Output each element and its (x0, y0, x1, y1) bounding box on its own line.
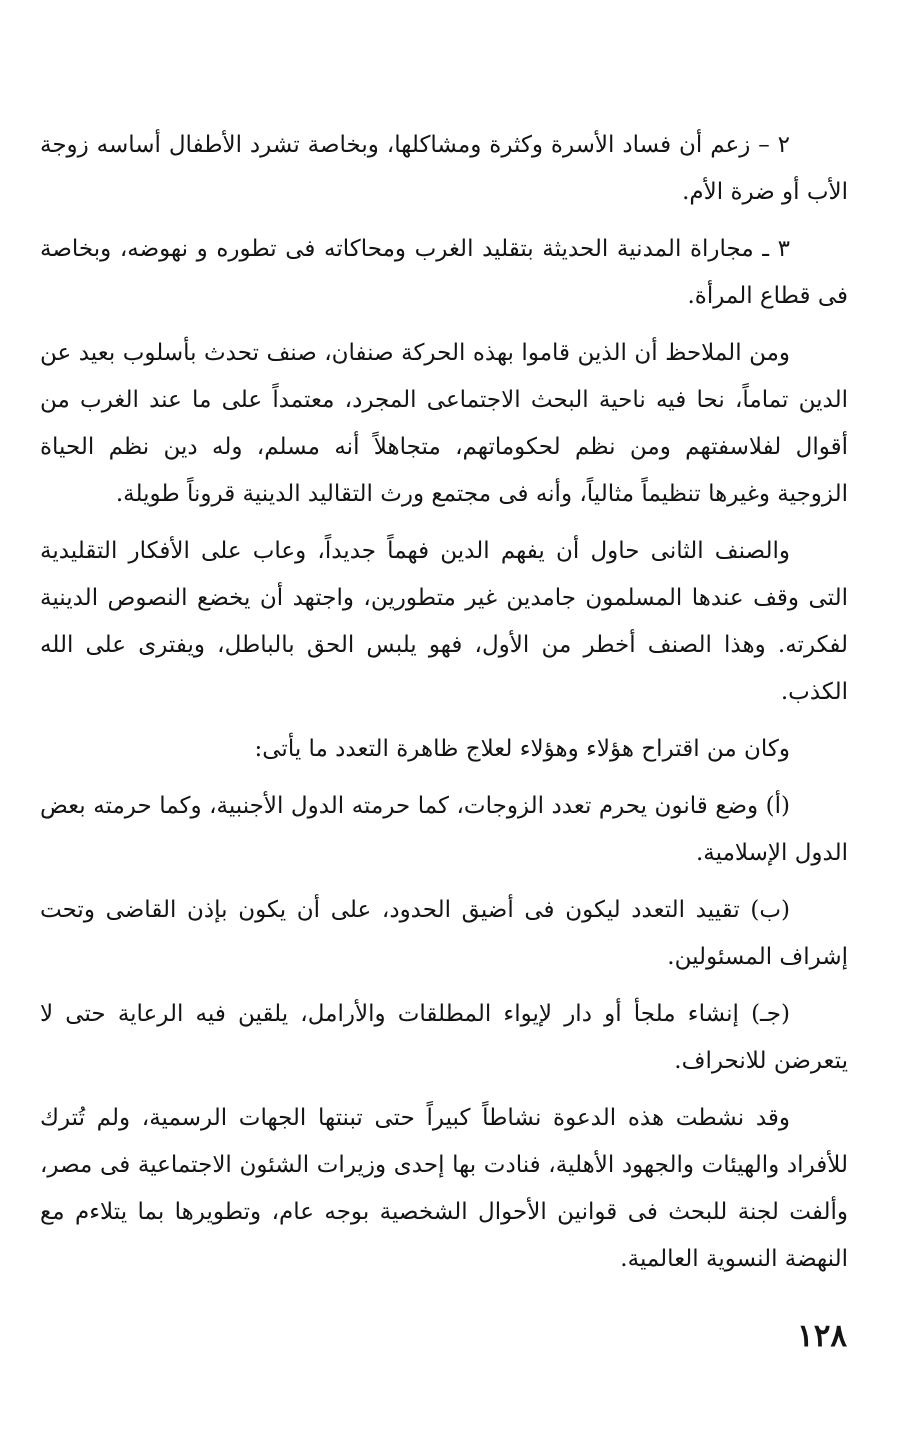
paragraph-proposal-a: (أ) وضع قانون يحرم تعدد الزوجات، كما حرمته الدول الأجنبية، وكما حرمته بعض الدول الإسلامية. (40, 793, 848, 866)
paragraph-second-group: والصنف الثانى حاول أن يفهم الدين فهماً جديداً، وعاب على الأفكار التقليدية التى وقف عندها المسلمون جامدين غير متطورين، واجتهد أن يخضع النصوص الدينية لفكرته. وهذا الصنف أخطر من الأول، فهو يلبس الحق بالباطل، ويفترى على الله الكذب. (40, 538, 848, 705)
paragraph-point-2: ٢ – زعم أن فساد الأسرة وكثرة ومشاكلها، وبخاصة تشرد الأطفال أساسه زوجة الأب أو ضرة الأم. (40, 132, 848, 205)
body-text (40, 122, 848, 1293)
paragraph-proposal-b: (ب) تقييد التعدد ليكون فى أضيق الحدود، على أن يكون بإذن القاضى وتحت إشراف المسئولين. (40, 897, 848, 970)
paragraph-proposals-intro: وكان من اقتراح هؤلاء وهؤلاء لعلاج ظاهرة التعدد ما يأتى: (254, 736, 790, 762)
paragraph-proposal-c: (جـ) إنشاء ملجأ أو دار لإيواء المطلقات والأرامل، يلقين فيه الرعاية حتى لا يتعرضن للانحراف. (40, 1001, 848, 1074)
paragraph-official-adoption: وقد نشطت هذه الدعوة نشاطاً كبيراً حتى تبنتها الجهات الرسمية، ولم تُترك للأفراد والهيئات والجهود الأهلية، فنادت بها إحدى وزيرات الشئون الاجتماعية فى مصر، وألفت لجنة للبحث فى قوانين الأحوال الشخصية بوجه عام، وتطويرها بما يتلاءم مع النهضة النسوية العالمية. (40, 1105, 848, 1272)
page-number: ١٢٨ (797, 1318, 847, 1354)
paragraph-point-3: ٣ ـ مجاراة المدنية الحديثة بتقليد الغرب ومحاكاته فى تطوره و نهوضه، وبخاصة فى قطاع المرأة. (40, 236, 848, 309)
paragraph-two-groups: ومن الملاحظ أن الذين قاموا بهذه الحركة صنفان، صنف تحدث بأسلوب بعيد عن الدين تماماً، نحا فيه ناحية البحث الاجتماعى المجرد، معتمداً على ما عند الغرب من أقوال لفلاسفتهم ومن نظم لحكوماتهم، متجاهلاً أنه مسلم، وله دين نظم الحياة الزوجية وغيرها تنظيماً مثالياً، وأنه فى مجتمع ورث التقاليد الدينية قروناً طويلة. (40, 340, 849, 507)
